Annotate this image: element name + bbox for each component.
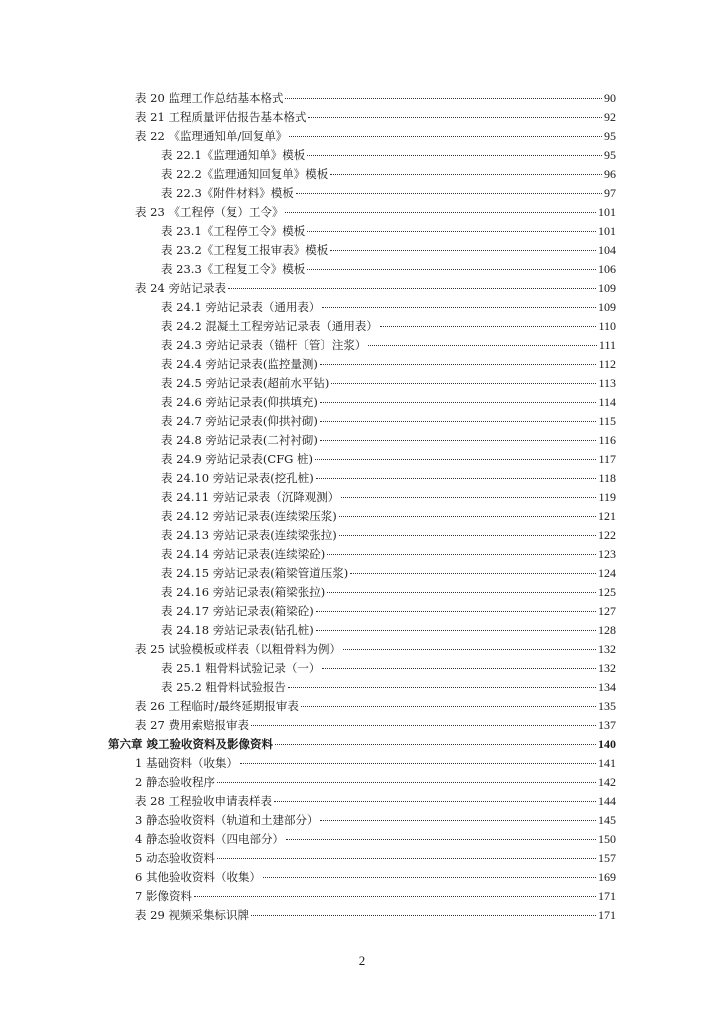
toc-entry-page: 137 [598, 718, 616, 732]
toc-entry-page: 145 [598, 813, 616, 827]
toc-leader-dots [315, 459, 596, 460]
toc-leader-dots [301, 706, 596, 707]
toc-entry[interactable] [108, 146, 616, 165]
toc-leader-dots [263, 877, 596, 878]
toc-entry-title: 表 23.1《工程停工令》模板 [161, 224, 306, 238]
toc-entry[interactable] [108, 564, 616, 583]
toc-entry-page: 123 [598, 547, 616, 561]
page-number: 2 [358, 953, 366, 968]
toc-entry-title: 表 26 工程临时/最终延期报审表 [135, 699, 299, 713]
toc-entry-page: 114 [598, 395, 616, 409]
toc-entry-page: 109 [598, 281, 616, 295]
toc-entry-title: 表 24.10 旁站记录表(挖孔桩) [161, 471, 314, 485]
toc-entry-page: 90 [604, 91, 616, 105]
toc-entry[interactable] [108, 678, 616, 697]
toc-entry-title: 表 24.6 旁站记录表(仰拱填充) [161, 395, 318, 409]
toc-entry[interactable] [108, 450, 616, 469]
toc-leader-dots [339, 516, 596, 517]
toc-entry[interactable] [108, 507, 616, 526]
toc-leader-dots [331, 383, 596, 384]
toc-entry-title: 表 24 旁站记录表 [135, 281, 226, 295]
toc-leader-dots [330, 174, 602, 175]
toc-entry-title: 4 静态验收资料（四电部分） [135, 832, 284, 846]
toc-entry[interactable] [108, 583, 616, 602]
toc-leader-dots [307, 269, 596, 270]
toc-leader-dots [339, 535, 596, 536]
toc-entry-page: 141 [598, 756, 616, 770]
toc-entry[interactable] [108, 127, 616, 146]
toc-entry-title: 表 24.9 旁站记录表(CFG 桩) [161, 452, 314, 466]
toc-entry[interactable] [108, 317, 616, 336]
toc-entry-title: 表 22.3《附件材料》模板 [161, 186, 294, 200]
toc-entry-page: 125 [598, 585, 616, 599]
toc-entry-page: 142 [598, 775, 616, 789]
toc-leader-dots [307, 155, 602, 156]
toc-entry[interactable] [108, 298, 616, 317]
toc-leader-dots [327, 592, 596, 593]
toc-entry-title: 1 基础资料（收集） [135, 756, 238, 770]
toc-entry-page: 95 [604, 148, 616, 162]
toc-entry-page: 116 [598, 433, 616, 447]
toc-entry-title: 表 24.8 旁站记录表(二衬衬砌) [161, 433, 318, 447]
toc-entry[interactable] [108, 431, 616, 450]
toc-leader-dots [308, 117, 602, 118]
toc-entry-title: 表 24.14 旁站记录表(连续梁砼) [161, 547, 326, 561]
toc-entry[interactable] [108, 469, 616, 488]
toc-leader-dots [217, 782, 596, 783]
toc-leader-dots [380, 326, 597, 327]
toc-entry-page: 117 [598, 452, 616, 466]
toc-leader-dots [368, 345, 596, 346]
toc-entry-title: 表 24.11 旁站记录表（沉降观测） [161, 490, 340, 504]
toc-entry-title: 表 28 工程验收申请表样表 [135, 794, 272, 808]
toc-leader-dots [285, 212, 596, 213]
toc-entry-page: 134 [598, 680, 616, 694]
toc-entry-page: 150 [598, 832, 616, 846]
toc-entry[interactable] [108, 203, 616, 222]
toc-entry[interactable] [108, 355, 616, 374]
toc-entry-page: 132 [598, 661, 616, 675]
toc-entry-title: 表 24.17 旁站记录表(箱梁砼) [161, 604, 314, 618]
toc-entry-title: 表 24.3 旁站记录表（锚杆〔管〕注浆） [161, 338, 367, 352]
toc-entry-title: 表 23.3《工程复工令》模板 [161, 262, 306, 276]
toc-entry-page: 124 [598, 566, 616, 580]
toc-leader-dots [288, 687, 596, 688]
toc-entry[interactable] [108, 602, 616, 621]
toc-entry[interactable] [108, 336, 616, 355]
toc-entry-page: 132 [598, 642, 616, 656]
toc-entry[interactable] [108, 906, 616, 925]
toc-entry-page: 101 [598, 224, 616, 238]
toc-leader-dots [275, 744, 596, 745]
toc-leader-dots [341, 497, 596, 498]
toc-leader-dots [240, 763, 596, 764]
toc-entry-page: 96 [604, 167, 616, 181]
toc-entry-title: 7 影像资料 [135, 889, 192, 903]
toc-entry-page: 92 [604, 110, 616, 124]
toc-entry-page: 112 [598, 357, 616, 371]
toc-entry[interactable] [108, 545, 616, 564]
toc-entry-title: 6 其他验收资料（收集） [135, 870, 261, 884]
toc-entry[interactable] [108, 697, 616, 716]
toc-entry-page: 171 [598, 889, 616, 903]
toc-entry[interactable] [108, 811, 616, 830]
toc-leader-dots [285, 98, 602, 99]
toc-entry-page: 122 [598, 528, 616, 542]
toc-entry[interactable] [108, 640, 616, 659]
toc-entry-page: 111 [598, 338, 616, 352]
toc-leader-dots [316, 630, 596, 631]
toc-entry-title: 表 24.12 旁站记录表(连续梁压浆) [161, 509, 337, 523]
toc-entry-page: 97 [604, 186, 616, 200]
toc-entry-title: 表 29 视频采集标识牌 [135, 908, 249, 922]
toc-entry-title: 表 20 监理工作总结基本格式 [135, 91, 284, 105]
toc-entry[interactable] [108, 488, 616, 507]
toc-entry-title: 表 22 《监理通知单/回复单》 [135, 129, 288, 143]
toc-entry[interactable] [108, 792, 616, 811]
toc-entry-page: 104 [598, 243, 616, 257]
toc-entry-page: 110 [598, 319, 616, 333]
toc-entry-title: 表 24.4 旁站记录表(监控量测) [161, 357, 318, 371]
toc-entry-page: 157 [598, 851, 616, 865]
toc-entry-title: 表 24.2 混凝土工程旁站记录表（通用表） [161, 319, 378, 333]
toc-entry[interactable] [108, 222, 616, 241]
toc-entry-title: 表 24.5 旁站记录表(超前水平钻) [161, 376, 330, 390]
toc-entry-title: 表 22.1《监理通知单》模板 [161, 148, 306, 162]
toc-leader-dots [251, 915, 596, 916]
toc-leader-dots [274, 801, 596, 802]
toc-entry[interactable] [108, 887, 616, 906]
toc-entry[interactable] [108, 773, 616, 792]
toc-entry-title: 表 25.1 粗骨料试验记录（一） [161, 661, 321, 675]
toc-entry[interactable] [108, 165, 616, 184]
toc-leader-dots [296, 193, 602, 194]
toc-entry[interactable] [108, 868, 616, 887]
toc-entry-title: 第六章 竣工验收资料及影像资料 [108, 737, 274, 751]
toc-entry-page: 171 [598, 908, 616, 922]
toc-entry-title: 表 27 费用索赔报审表 [135, 718, 249, 732]
toc-entry-page: 101 [598, 205, 616, 219]
toc-leader-dots [228, 288, 596, 289]
toc-entry-title: 2 静态验收程序 [135, 775, 215, 789]
toc-entry[interactable] [108, 108, 616, 127]
toc-entry-title: 5 动态验收资料 [135, 851, 215, 865]
toc-leader-dots [320, 402, 597, 403]
toc-entry-title: 表 24.7 旁站记录表(仰拱衬砌) [161, 414, 318, 428]
toc-leader-dots [350, 573, 596, 574]
toc-entry-title: 表 23.2《工程复工报审表》模板 [161, 243, 329, 257]
toc-entry-page: 127 [598, 604, 616, 618]
toc-entry-title: 表 22.2《监理通知回复单》模板 [161, 167, 329, 181]
toc-entry[interactable] [108, 716, 616, 735]
toc-leader-dots [343, 649, 596, 650]
toc-entry-page: 121 [598, 509, 616, 523]
toc-entry-page: 144 [598, 794, 616, 808]
toc-entry[interactable] [108, 754, 616, 773]
toc-entry-page: 109 [598, 300, 616, 314]
toc-entry-page: 113 [598, 376, 616, 390]
toc-entry[interactable] [108, 241, 616, 260]
toc-leader-dots [307, 231, 596, 232]
toc-entry[interactable] [108, 830, 616, 849]
toc-leader-dots [286, 839, 596, 840]
toc-entry[interactable] [108, 412, 616, 431]
toc-entry-title: 3 静态验收资料（轨道和土建部分） [135, 813, 319, 827]
toc-entry-title: 表 23 《工程停（复）工令》 [135, 205, 284, 219]
toc-entry-title: 表 21 工程质量评估报告基本格式 [135, 110, 307, 124]
toc-entry-title: 表 24.13 旁站记录表(连续梁张拉) [161, 528, 337, 542]
toc-entry[interactable] [108, 621, 616, 640]
toc-entry[interactable] [108, 374, 616, 393]
toc-entry-page: 118 [598, 471, 616, 485]
toc-leader-dots [320, 364, 597, 365]
toc-entry[interactable] [108, 184, 616, 203]
toc-leader-dots [322, 668, 596, 669]
toc-leader-dots [194, 896, 596, 897]
toc-leader-dots [320, 820, 596, 821]
toc-entry-page: 128 [598, 623, 616, 637]
toc-entry[interactable] [108, 659, 616, 678]
toc-entry-title: 表 25 试验模板或样表（以粗骨料为例） [135, 642, 341, 656]
toc-leader-dots [320, 440, 597, 441]
toc-entry-page: 95 [604, 129, 616, 143]
toc-chapter-entry[interactable] [108, 735, 616, 754]
toc-leader-dots [320, 421, 597, 422]
toc-leader-dots [289, 136, 602, 137]
toc-entry-title: 表 24.1 旁站记录表（通用表） [161, 300, 321, 314]
toc-entry-page: 140 [598, 737, 616, 751]
toc-leader-dots [322, 307, 596, 308]
toc-entry-page: 115 [598, 414, 616, 428]
toc-entry[interactable] [108, 393, 616, 412]
toc-entry[interactable] [108, 89, 616, 108]
toc-entry-title: 表 24.15 旁站记录表(箱梁管道压浆) [161, 566, 349, 580]
toc-leader-dots [330, 250, 596, 251]
toc-entry[interactable] [108, 849, 616, 868]
toc-entry-page: 135 [598, 699, 616, 713]
toc-entry[interactable] [108, 279, 616, 298]
toc-leader-dots [316, 611, 596, 612]
toc-entry[interactable] [108, 526, 616, 545]
toc-entry-title: 表 25.2 粗骨料试验报告 [161, 680, 286, 694]
toc-entry-page: 169 [598, 870, 616, 884]
toc-entry-title: 表 24.16 旁站记录表(箱梁张拉) [161, 585, 326, 599]
toc-leader-dots [217, 858, 596, 859]
table-of-contents [108, 89, 616, 925]
toc-entry-page: 106 [598, 262, 616, 276]
toc-leader-dots [316, 478, 597, 479]
toc-leader-dots [251, 725, 596, 726]
toc-entry-title: 表 24.18 旁站记录表(钻孔桩) [161, 623, 314, 637]
toc-entry-page: 119 [598, 490, 616, 504]
toc-leader-dots [327, 554, 596, 555]
toc-entry[interactable] [108, 260, 616, 279]
